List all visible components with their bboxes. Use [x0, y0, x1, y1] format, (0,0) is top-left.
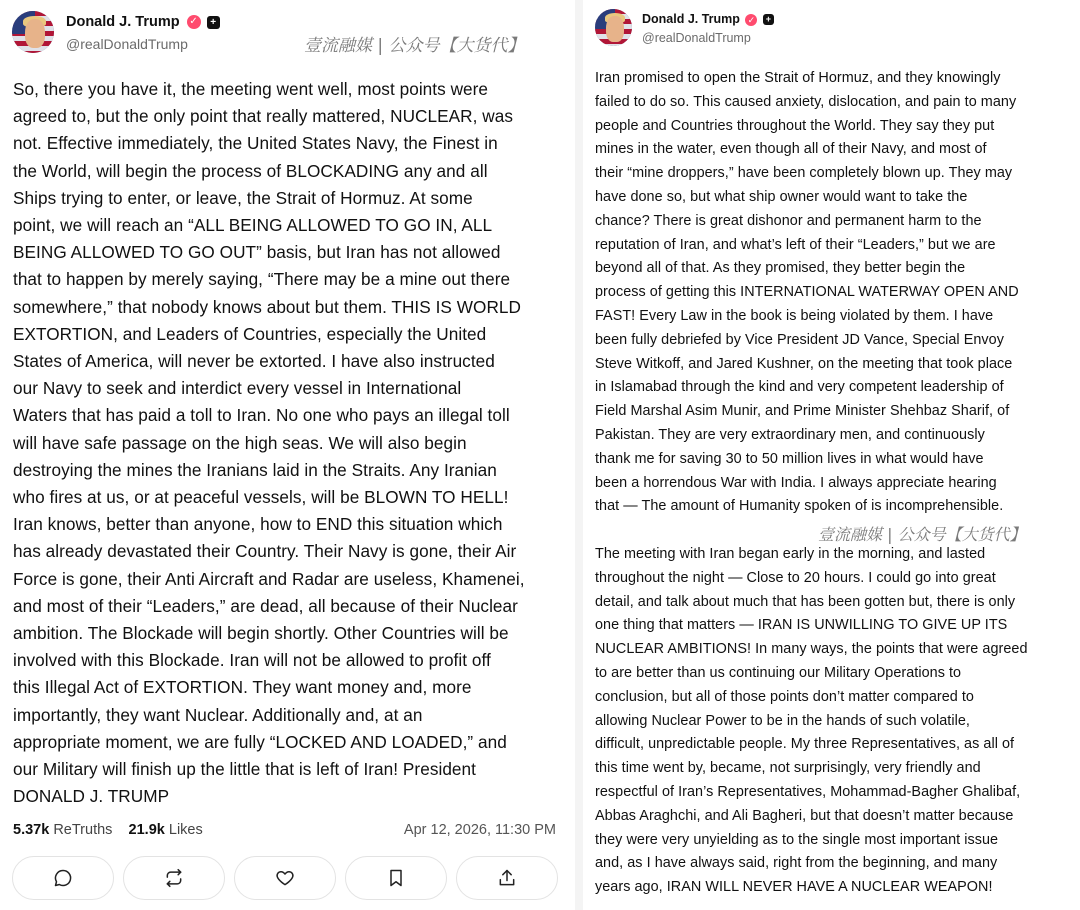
user-name[interactable] — [66, 14, 220, 30]
retruths-count[interactable]: 5.37k — [13, 822, 50, 838]
user-name-text: Donald J. Trump — [642, 12, 740, 26]
avatar[interactable] — [12, 11, 54, 53]
repost-icon — [164, 868, 184, 888]
post-timestamp[interactable]: Apr 12, 2026, 11:30 PM — [403, 822, 556, 838]
like-button[interactable] — [234, 856, 336, 900]
divider — [575, 0, 583, 910]
watermark: 壹流融媒 | 公众号【大货代】 — [304, 36, 525, 56]
user-handle[interactable]: @realDonaldTrump — [642, 31, 751, 45]
share-button[interactable] — [456, 856, 558, 900]
watermark: 壹流融媒 | 公众号【大货代】 — [818, 525, 1026, 544]
retruth-button[interactable] — [123, 856, 225, 900]
avatar[interactable] — [595, 9, 632, 46]
post-stats — [13, 822, 203, 838]
user-name-text: Donald J. Trump — [66, 14, 180, 30]
user-handle[interactable]: @realDonaldTrump — [66, 36, 188, 52]
action-bar — [12, 856, 558, 900]
bookmark-button[interactable] — [345, 856, 447, 900]
platform-badge-icon: + — [763, 14, 774, 25]
likes-count[interactable]: 21.9k — [128, 822, 165, 838]
post-paragraph-2: The meeting with Iran began early in the morning, and lasted throughout the night — Close to 20 hours. I could go into great detail, and talk about much that has been gotten but, there is only one thing that matters — IRAN IS UNWILLING TO GIVE UP ITS NUCLEAR AMBITIONS! In many ways, the points that were agreed to are better than us continuing our Military Operations to conclusion, but all of those points don’t matter compared to allowing Nuclear Power to be in the hands of such volatile, difficult, unpredictable people. My three Representatives, as all of this time went by, became, not surprisingly, very friendly and respectful of Iran’s Representatives, Mohammad-Bagher Ghalibaf, Abbas Araghchi, and Ali Bagheri, but that doesn’t matter because they were very unyielding as to the single most important issue and, as I have always said, right from the beginning, and many years ago, IRAN WILL NEVER HAVE A NUCLEAR WEAPON! — [595, 546, 1028, 896]
post-body: So, there you have it, the meeting went well, most points were agreed to, but the only point that really mattered, NUCLEAR, was not. Effective immediately, the United States Navy, the Finest in the World, will begin the process of BLOCKADING any and all Ships trying to enter, or leave, the Strait of Hormuz. At some point, we will reach an “ALL BEING ALLOWED TO GO IN, ALL BEING ALLOWED TO GO OUT” basis, but Iran has not allowed that to happen by merely saying, “There may be a mine out there somewhere,” that nobody knows about but them. THIS IS WORLD EXTORTION, and Leaders of Countries, especially the United States of America, will never be extorted. I have also instructed our Navy to seek and interdict every vessel in International Waters that has paid a toll to Iran. No one who pays an illegal toll will have safe passage on the high seas. We will also begin destroying the mines the Iranians laid in the Straits. Any Iranian who fires at us, or at peaceful vessels, will be BLOWN TO HELL! Iran knows, better than anyone, how to END this situation which has already devastated their Country. Their Navy is gone, their Air Force is gone, their Anti Aircraft and Radar are useless, Khamenei, and most of their “Leaders,” are dead, all because of their Nuclear ambition. The Blockade will begin shortly. Other Countries will be involved with this Blockade. Iran will not be allowed to profit off this Illegal Act of EXTORTION. They want money and, more importantly, they want Nuclear. Additionally and, at an appropriate moment, we are fully “LOCKED AND LOADED,” and our Military will finish up the little that is left of Iran! President DONALD J. TRUMP — [13, 79, 525, 807]
retruths-label[interactable]: ReTruths — [53, 822, 113, 838]
heart-icon — [275, 868, 295, 888]
reply-button[interactable] — [12, 856, 114, 900]
verified-icon: ✓ — [745, 14, 757, 26]
bookmark-icon — [386, 868, 406, 888]
right-post — [585, 0, 1080, 910]
comment-icon — [53, 868, 73, 888]
likes-label[interactable]: Likes — [168, 822, 203, 838]
verified-icon: ✓ — [187, 15, 201, 29]
share-icon — [497, 868, 517, 888]
platform-badge-icon: + — [207, 16, 220, 29]
user-name[interactable] — [642, 12, 774, 26]
post-paragraph-1: Iran promised to open the Strait of Hormuz, and they knowingly failed to do so. This caused anxiety, dislocation, and pain to many people and Countries throughout the World. They say they put mines in the water, even though all of their Navy, and most of their “mine droppers,” have been completely blown up. They may have done so, but what ship owner would want to take the chance? There is great dishonor and permanent harm to the reputation of Iran, and what’s left of their “Leaders,” but we are beyond all of that. As they promised, they better begin the process of getting this INTERNATIONAL WATERWAY OPEN AND FAST! Every Law in the book is being violated by them. I have been fully debriefed by Vice President JD Vance, Special Envoy Steve Witkoff, and Jared Kushner, on the meeting that took place in Islamabad through the kind and very competent leadership of Field Marshal Asim Munir, and Prime Minister Shehbaz Sharif, of Pakistan. They are very extraordinary men, and continuously thank me for saving 30 to 50 million lives in what would have been a horrendous War with India. I always appreciate hearing that — The amount of Humanity spoken of is incomprehensible. — [595, 70, 1019, 515]
